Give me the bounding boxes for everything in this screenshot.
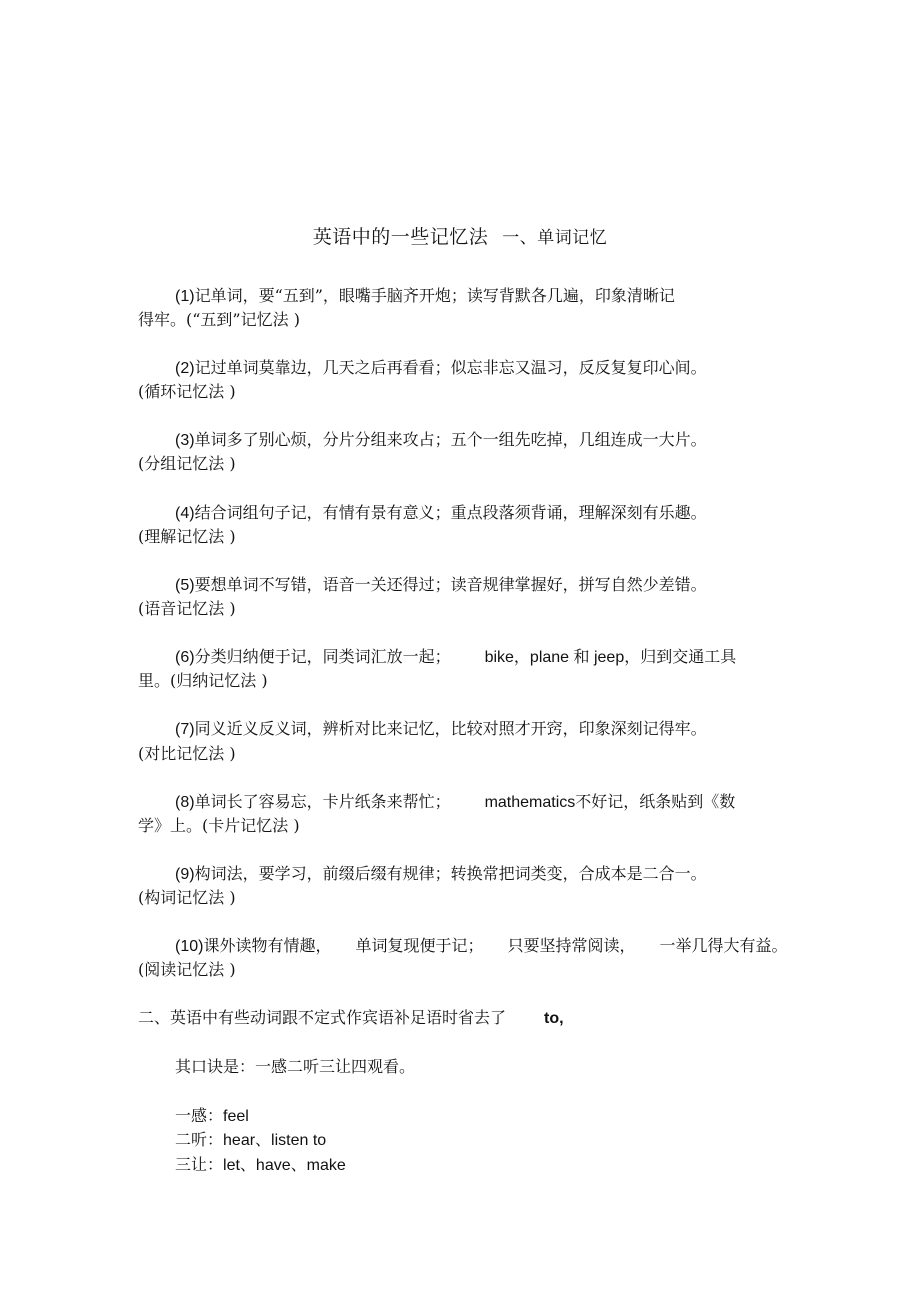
list-item-5-line1: (5)要想单词不写错，语音一关还得过；读音规律掌握好，拼写自然少差错。 [175, 575, 707, 594]
list-item-10-line1: (10)课外读物有情趣， 单词复现便于记； 只要坚持常阅读， 一举几得大有益。 [175, 936, 788, 955]
section2-rhyme: 其口诀是：一感二听三让四观看。 [175, 1057, 416, 1076]
list-item-5-line2: (语音记忆法 ) [138, 599, 236, 618]
list-item-10-line2: (阅读记忆法 ) [138, 960, 236, 979]
verb-list-item-2: 二听：hear、listen to [175, 1130, 327, 1149]
list-item-1-line1: (1)记单词，要“五到”，眼嘴手脑齐开炮；读写背默各几遍，印象清晰记 [175, 286, 675, 305]
list-item-4-line1: (4)结合词组句子记，有情有景有意义；重点段落须背诵，理解深刻有乐趣。 [175, 503, 707, 522]
list-item-3-line2: (分组记忆法 ) [138, 454, 236, 473]
list-item-1-line2: 得牢。(“五到”记忆法 ) [138, 310, 300, 329]
title-sub: 一、单词记忆 [502, 228, 608, 248]
document-title [0, 222, 920, 249]
list-item-6-line1: (6)分类归纳便于记，同类词汇放一起； bike，plane 和 jeep，归到交通工具 [175, 647, 737, 666]
list-item-9-line1: (9)构词法，要学习，前缀后缀有规律；转换常把词类变，合成本是二合一。 [175, 864, 707, 883]
list-item-8-line2: 学》上。(卡片记忆法 ) [138, 816, 300, 835]
list-item-2-line2: (循环记忆法 ) [138, 382, 236, 401]
list-item-7-line2: (对比记忆法 ) [138, 744, 236, 763]
list-item-4-line2: (理解记忆法 ) [138, 527, 236, 546]
title-main: 英语中的一些记忆法 [312, 226, 489, 248]
list-item-6-line2: 里。(归纳记忆法 ) [138, 671, 268, 690]
list-item-8-line1: (8)单词长了容易忘，卡片纸条来帮忙； mathematics不好记，纸条贴到《数 [175, 792, 736, 811]
section2-heading: 二、英语中有些动词跟不定式作宾语补足语时省去了 to, [138, 1008, 564, 1027]
verb-list-item-3: 三让：let、have、make [175, 1155, 346, 1174]
list-item-3-line1: (3)单词多了别心烦，分片分组来攻占；五个一组先吃掉，几组连成一大片。 [175, 430, 707, 449]
list-item-7-line1: (7)同义近义反义词，辨析对比来记忆，比较对照才开窍，印象深刻记得牢。 [175, 719, 707, 738]
list-item-2-line1: (2)记过单词莫靠边，几天之后再看看；似忘非忘又温习，反反复复印心间。 [175, 358, 707, 377]
verb-list-item-1: 一感：feel [175, 1106, 249, 1125]
list-item-9-line2: (构词记忆法 ) [138, 888, 236, 907]
